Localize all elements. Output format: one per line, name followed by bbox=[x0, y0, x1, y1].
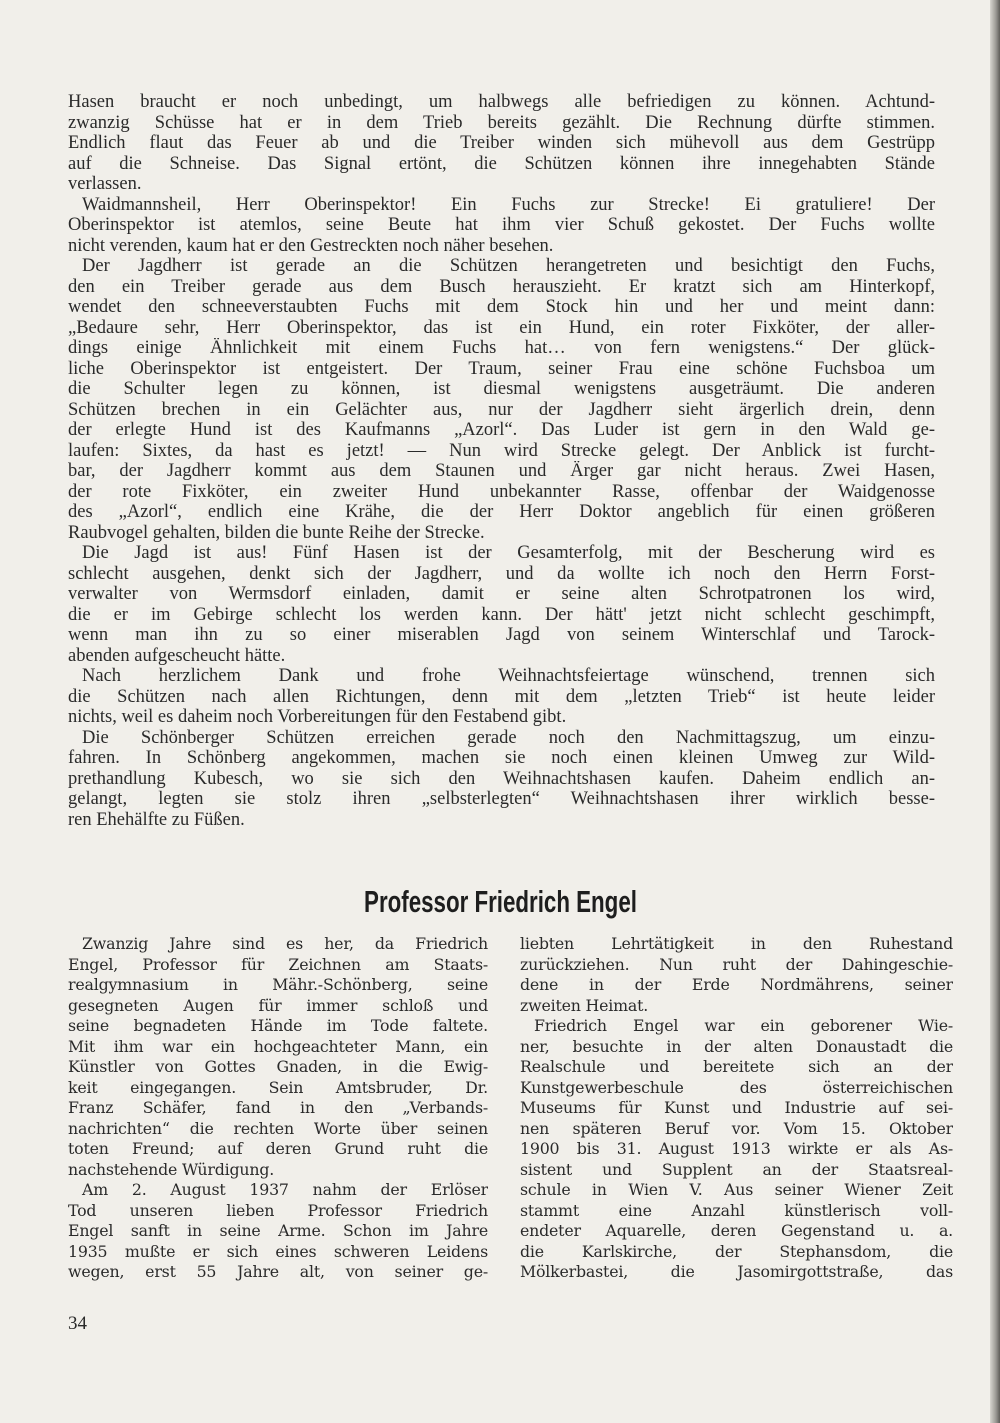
text-line: Realschule und bereitete sich an der bbox=[520, 1057, 953, 1076]
text-line: die Schulter legen zu können, ist diesmal wenigstens ausgeträumt. Die anderen bbox=[68, 379, 935, 399]
text-line: Engel, Professor für Zeichnen am Staats- bbox=[68, 954, 488, 974]
text-line: die Schützen nach allen Richtungen, denn mit dem „letzten Trieb“ ist heute leider bbox=[68, 686, 935, 707]
text-line: endeter Aquarelle, deren Gegenstand u. a. bbox=[520, 1221, 953, 1240]
text-line: die er im Gebirge schlecht los werden kann. Der hätt' jetzt nicht schlecht geschimpft, bbox=[68, 604, 935, 625]
text-line: Hasen braucht er noch unbedingt, um halbwegs alle befriedigen zu können. Achtund- bbox=[68, 92, 935, 112]
article-title bbox=[0, 884, 1000, 920]
text-line: Raubvogel gehalten, bilden die bunte Reihe der Strecke. bbox=[68, 522, 485, 543]
article-title-text: Professor Friedrich Engel bbox=[363, 884, 637, 919]
text-line: Museums für Kunst und Industrie auf sei- bbox=[520, 1098, 953, 1117]
text-line: der rote Fixköter, ein zweiter Hund unbekannter Rasse, offenbar der Waidgenosse bbox=[68, 481, 935, 502]
text-line: liebten Lehrtätigkeit in den Ruhestand bbox=[520, 934, 953, 953]
text-line: keit eingegangen. Sein Amtsbruder, Dr. bbox=[68, 1077, 488, 1097]
text-line: fahren. In Schönberg angekommen, machen sie noch einen kleinen Umweg zur Wild- bbox=[68, 748, 935, 768]
text-line: Franz Schäfer, fand in den „Verbands- bbox=[68, 1098, 488, 1117]
text-line: Engel sanft in seine Arme. Schon im Jahre bbox=[68, 1221, 488, 1240]
text-line: stammt eine Anzahl künstlerisch voll- bbox=[520, 1200, 953, 1220]
paragraph bbox=[68, 934, 488, 1180]
text-line: liche Oberinspektor ist entgeistert. Der Traum, seiner Frau eine schöne Fuchsboa um bbox=[68, 358, 935, 379]
text-line: seine begnadeten Hände im Tode faltete. bbox=[68, 1016, 488, 1035]
text-line: 1935 mußte er sich eines schweren Leidens bbox=[68, 1241, 488, 1261]
text-line: Mölkerbastei, die Jasomirgottstraße, das bbox=[520, 1262, 953, 1281]
text-line: schule in Wien V. Aus seiner Wiener Zeit bbox=[520, 1180, 953, 1199]
text-line: Mit ihm war ein hochgeachteter Mann, ein bbox=[68, 1036, 488, 1056]
text-line: Schützen brechen in ein Gelächter aus, nur der Jagdherr sieht ärgerlich drein, denn bbox=[68, 399, 935, 420]
article-left-column bbox=[68, 934, 488, 1283]
text-line: abenden aufgescheucht hätte. bbox=[68, 645, 286, 666]
paragraph bbox=[520, 934, 953, 1016]
story-continuation-text bbox=[68, 92, 935, 830]
text-line: Oberinspektor ist atemlos, seine Beute hat ihm vier Schuß gekostet. Der Fuchs wollte bbox=[68, 215, 935, 235]
text-line: Zwanzig Jahre sind es her, da Friedrich bbox=[82, 934, 488, 953]
text-line: verwalter von Wermsdorf einladen, damit er seine alten Schrotpatronen los wird, bbox=[68, 584, 935, 604]
text-line: wegen, erst 55 Jahre alt, von seiner ge- bbox=[68, 1262, 488, 1281]
text-line: 1900 bis 31. August 1913 wirkte er als As- bbox=[520, 1139, 953, 1158]
text-line: Friedrich Engel war ein geborener Wie- bbox=[534, 1016, 953, 1035]
text-line: nachrichten“ die rechten Worte über seinen bbox=[68, 1118, 488, 1138]
text-line: Die Schönberger Schützen erreichen gerade noch den Nachmittagszug, um einzu- bbox=[82, 727, 935, 748]
text-line: schlecht ausgehen, denkt sich der Jagdherr, und da wollte ich noch den Herrn Forst- bbox=[68, 563, 935, 584]
paragraph bbox=[68, 256, 935, 543]
text-line: Künstler von Gottes Gnaden, in die Ewig- bbox=[68, 1057, 488, 1076]
text-line: Am 2. August 1937 nahm der Erlöser bbox=[82, 1180, 488, 1199]
text-line: Tod unseren lieben Professor Friedrich bbox=[68, 1200, 488, 1220]
text-line: Der Jagdherr ist gerade an die Schützen herangetreten und besichtigt den Fuchs, bbox=[82, 256, 935, 276]
text-line: Kunstgewerbeschule des österreichischen bbox=[520, 1077, 953, 1097]
text-line: gelangt, legten sie stolz ihren „selbsterlegten“ Weihnachtshasen ihrer wirklich besse- bbox=[68, 789, 935, 809]
text-line: den ein Treiber gerade aus dem Busch herauszieht. Er kratzt sich am Hinterkopf, bbox=[68, 276, 935, 297]
paragraph bbox=[68, 195, 935, 257]
text-line: ner, besuchte in der alten Donaustadt die bbox=[520, 1036, 953, 1056]
text-line: bar, der Jagdherr kommt aus dem Staunen und Ärger gar nicht heraus. Zwei Hasen, bbox=[68, 461, 935, 481]
text-line: zurückziehen. Nun ruht der Dahingeschie- bbox=[520, 954, 953, 974]
text-line: auf die Schneise. Das Signal ertönt, die Schützen können ihre innegehabten Stände bbox=[68, 153, 935, 174]
text-line: zwanzig Schüsse hat er in dem Trieb bereits gezählt. Die Rechnung dürfte stimmen. bbox=[68, 112, 935, 133]
paragraph bbox=[68, 666, 935, 728]
paragraph bbox=[68, 92, 935, 195]
text-line: verlassen. bbox=[68, 174, 142, 194]
text-line: toten Freund; auf deren Grund ruht die bbox=[68, 1139, 488, 1158]
text-line: Waidmannsheil, Herr Oberinspektor! Ein Fuchs zur Strecke! Ei gratuliere! Der bbox=[82, 194, 935, 215]
page-number: 34 bbox=[68, 1313, 87, 1334]
text-line: dings einige Ähnlichkeit mit einem Fuchs hat… von fern wenigstens.“ Der glück- bbox=[68, 338, 935, 358]
paragraph bbox=[520, 1016, 953, 1283]
text-line: des „Azorl“, endlich eine Krähe, die der Herr Doktor angeblich für einen größeren bbox=[68, 502, 935, 522]
text-line: Die Jagd ist aus! Fünf Hasen ist der Gesamterfolg, mit der Bescherung wird es bbox=[82, 543, 935, 563]
text-line: laufen: Sixtes, da hast es jetzt! — Nun wird Strecke gelegt. Der Anblick ist furcht- bbox=[68, 440, 935, 461]
text-line: zweiten Heimat. bbox=[520, 995, 649, 1015]
text-line: ren Ehehälfte zu Füßen. bbox=[68, 809, 245, 830]
text-line: nicht verenden, kaum hat er den Gestreckten noch näher besehen. bbox=[68, 235, 554, 256]
paragraph bbox=[68, 543, 935, 666]
paragraph bbox=[68, 728, 935, 831]
text-line: dene in der Erde Nordmährens, seiner bbox=[520, 975, 953, 994]
text-line: gesegneten Augen für immer schloß und bbox=[68, 995, 488, 1015]
text-line: nachstehende Würdigung. bbox=[68, 1159, 275, 1179]
text-line: prethandlung Kubesch, wo sie sich den Weihnachtshasen kaufen. Daheim endlich an- bbox=[68, 768, 935, 789]
text-line: wenn man ihn zu so einer miserablen Jagd von seinem Winterschlaf und Tarock- bbox=[68, 625, 935, 645]
text-line: nichts, weil es daheim noch Vorbereitungen für den Festabend gibt. bbox=[68, 707, 567, 727]
text-line: Nach herzlichem Dank und frohe Weihnachtsfeiertage wünschend, trennen sich bbox=[82, 666, 935, 686]
text-line: der erlegte Hund ist des Kaufmanns „Azorl“. Das Luder ist gern in den Wald ge- bbox=[68, 420, 935, 440]
text-line: sistent und Supplent an der Staatsreal- bbox=[520, 1159, 953, 1179]
text-line: realgymnasium in Mähr.-Schönberg, seine bbox=[68, 975, 488, 994]
text-line: die Karlskirche, der Stephansdom, die bbox=[520, 1241, 953, 1261]
page-edge-shadow bbox=[990, 0, 1000, 1423]
text-line: Endlich flaut das Feuer ab und die Treiber winden sich mühevoll aus dem Gestrüpp bbox=[68, 133, 935, 153]
article-right-column bbox=[520, 934, 953, 1283]
text-line: wendet den schneeverstaubten Fuchs mit dem Stock hin und her und meint dann: bbox=[68, 297, 935, 317]
text-line: nen späteren Beruf vor. Vom 15. Oktober bbox=[520, 1118, 953, 1138]
paragraph bbox=[68, 1180, 488, 1283]
text-line: „Bedaure sehr, Herr Oberinspektor, das ist ein Hund, ein roter Fixköter, der aller- bbox=[68, 317, 935, 338]
